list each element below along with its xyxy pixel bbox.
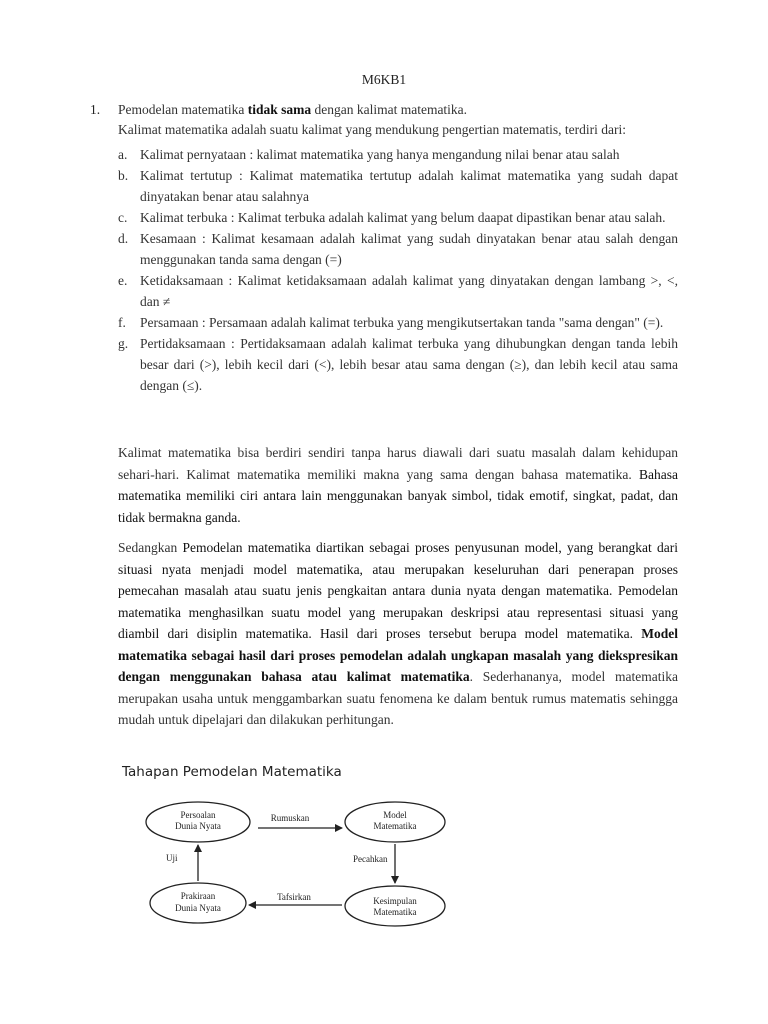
list-item xyxy=(118,312,678,333)
node-kesimpulan-matematika xyxy=(345,886,445,926)
list-text: Persamaan : Persamaan adalah kalimat terbuka yang mengikutsertakan tanda "sama dengan" (=). xyxy=(140,315,664,330)
diagram-title: Tahapan Pemodelan Matematika xyxy=(122,764,342,780)
list-item xyxy=(118,207,678,228)
heading-text-bold: tidak sama xyxy=(247,102,312,117)
list-letter: g. xyxy=(118,336,129,351)
diagram-canvas xyxy=(118,764,498,934)
intro-sentence: Kalimat matematika adalah suatu kalimat yang mendukung pengertian matematis, terdiri dari: xyxy=(118,122,626,137)
definition-list xyxy=(118,144,678,396)
node-label: Dunia Nyata xyxy=(175,903,221,913)
list-item xyxy=(118,165,678,207)
list-text: Pertidaksamaan : Pertidaksamaan adalah kalimat terbuka yang dihubungkan dengan tanda lebih besar dari (>), lebih kecil dari (<), lebih besar atau sama dengan (≥), dan lebih kecil atau sama dengan (≤). xyxy=(140,336,678,393)
item-1-heading xyxy=(118,99,467,120)
node-label: Dunia Nyata xyxy=(175,821,221,831)
node-label: Persoalan xyxy=(180,810,216,820)
paragraph-2-part-a: Sedangkan xyxy=(118,540,183,555)
heading-text-pre: Pemodelan matematika xyxy=(118,102,248,117)
node-label: Kesimpulan xyxy=(373,896,417,906)
paragraph-1-part-b: Bahasa matematika memiliki ciri antara lain menggunakan banyak simbol, tidak emotif, singkat, padat, dan tidak bermakna ganda. xyxy=(118,466,678,525)
list-letter: a. xyxy=(118,147,128,162)
list-item xyxy=(118,270,678,312)
node-label: Matematika xyxy=(373,907,417,917)
paragraph-1-part-a: Kalimat matematika bisa berdiri sendiri tanpa harus diawali dari suatu masalah dalam kehidupan sehari-hari. Kalimat matematika memiliki makna yang sama dengan bahasa matematika. xyxy=(118,445,678,482)
list-letter: e. xyxy=(118,273,128,288)
node-model-matematika xyxy=(345,802,445,842)
list-text: Kalimat tertutup : Kalimat matematika tertutup adalah kalimat matematika yang sudah dapat dinyatakan benar atau salahnya xyxy=(140,168,678,204)
item-number: 1. xyxy=(90,102,101,117)
list-letter: b. xyxy=(118,168,129,183)
list-item xyxy=(118,144,678,165)
list-item xyxy=(118,333,678,396)
list-text: Kalimat pernyataan : kalimat matematika yang hanya mengandung nilai benar atau salah xyxy=(140,147,620,162)
list-letter: d. xyxy=(118,231,129,246)
document-title: M6KB1 xyxy=(361,72,407,87)
node-prakiraan-dunia-nyata xyxy=(150,883,246,923)
paragraph-2-part-c: . Sederhananya, model matematika merupakan usaha untuk menggambarkan suatu fenomena ke dalam bentuk rumus matematis sehingga mudah untuk dipelajari dan dilakukan perhitungan. xyxy=(118,669,678,727)
heading-text-post: dengan kalimat matematika. xyxy=(311,102,468,117)
list-text: Kesamaan : Kalimat kesamaan adalah kalimat yang sudah dinyatakan benar atau salah dengan menggunakan tanda sama dengan (=) xyxy=(140,231,678,267)
paragraph-pemodelan xyxy=(118,537,678,731)
paragraph-2-part-b: Pemodelan matematika diartikan sebagai proses penyusunan model, yang berangkat dari situasi nyata menjadi model matematika, atau merupakan keseluruhan dari penerapan proses pemecahan masalah atau suatu jenis pengkaitan antara dunia nyata dengan matematika. Pemodelan matematika menghasilkan suatu model yang merupakan deskripsi atau representasi situasi yang diambil dari disiplin matematika. Hasil dari proses tersebut berupa model matematika. xyxy=(118,540,678,641)
node-label: Matematika xyxy=(373,821,417,831)
list-item xyxy=(118,228,678,270)
paragraph-2-bold: Model matematika sebagai hasil dari proses pemodelan adalah ungkapan masalah yang diekspresikan dengan menggunakan bahasa atau kalimat matematika xyxy=(118,626,678,684)
paragraph-kalimat-matematika xyxy=(118,442,678,528)
edge-label-uji: Uji xyxy=(166,853,178,863)
edge-label-pecahkan: Pecahkan xyxy=(353,854,388,864)
node-persoalan-dunia-nyata xyxy=(146,802,250,842)
node-label: Model xyxy=(383,810,407,820)
list-letter: f. xyxy=(118,315,126,330)
list-text: Kalimat terbuka : Kalimat terbuka adalah kalimat yang belum daapat dipastikan benar atau salah. xyxy=(140,210,666,225)
list-text: Ketidaksamaan : Kalimat ketidaksamaan adalah kalimat yang dinyatakan dengan lambang >, <, dan ≠ xyxy=(140,273,678,309)
modeling-stages-diagram xyxy=(118,764,498,934)
edge-label-tafsirkan: Tafsirkan xyxy=(277,892,311,902)
node-label: Prakiraan xyxy=(180,891,216,901)
edge-label-rumuskan: Rumuskan xyxy=(270,813,310,823)
list-letter: c. xyxy=(118,210,128,225)
